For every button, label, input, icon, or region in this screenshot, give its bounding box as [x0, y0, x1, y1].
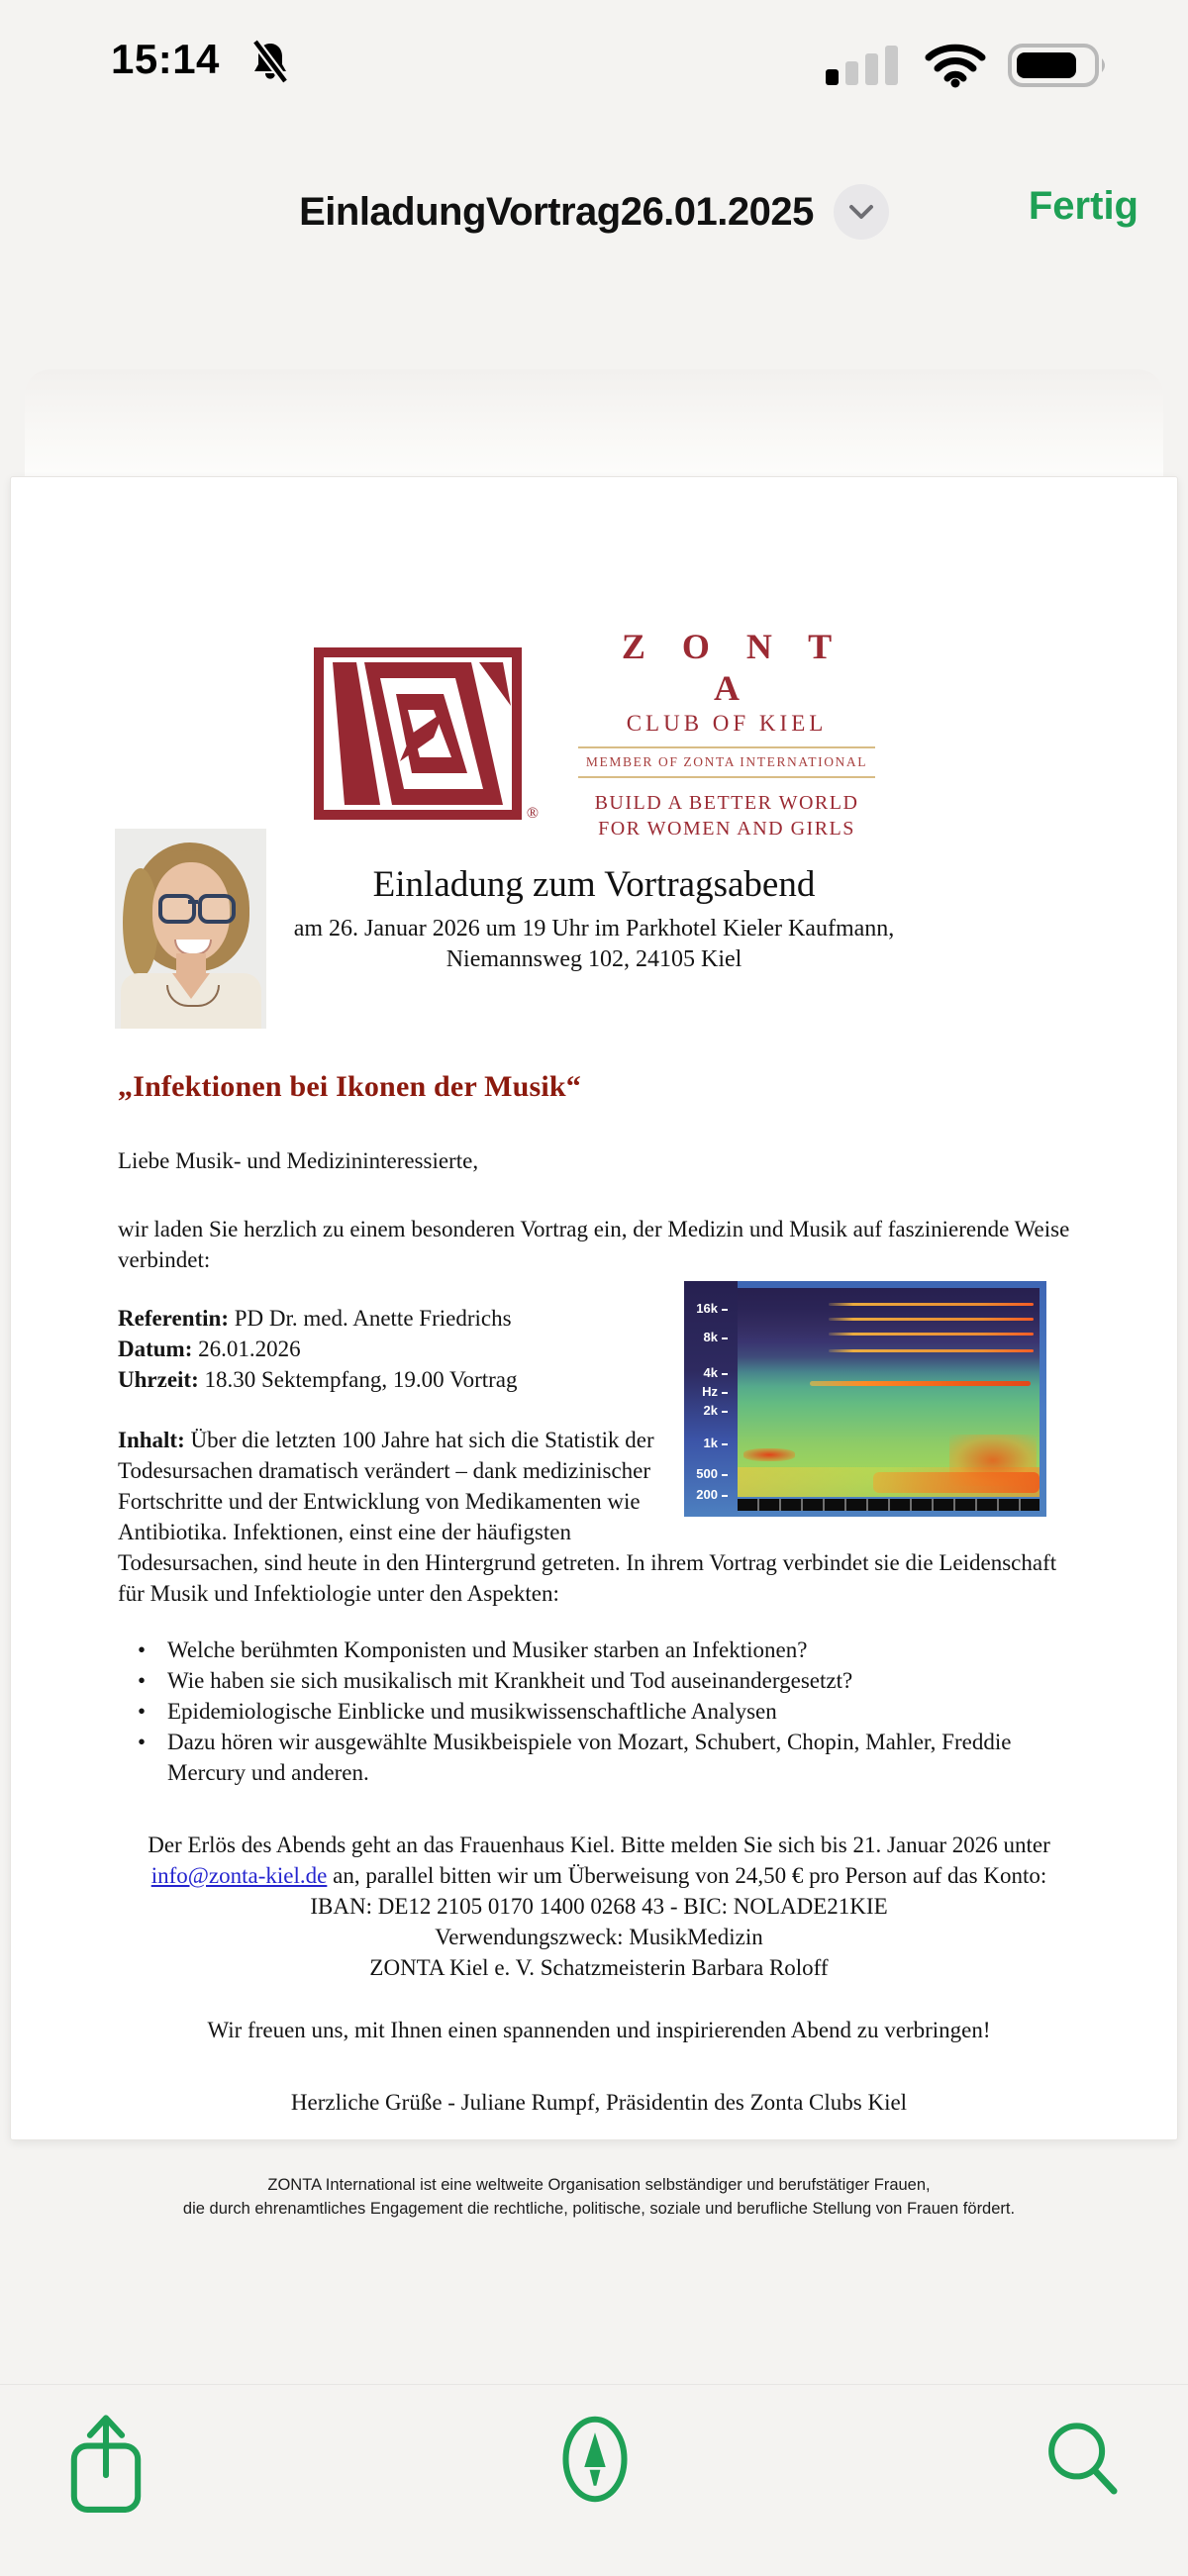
- footer-line-1: ZONTA International ist eine weltweite Organisation selbständiger und berufstätiger Frauen,: [267, 2176, 931, 2194]
- status-bar: [0, 28, 1188, 97]
- document-title: EinladungVortrag26.01.2025: [299, 189, 814, 234]
- list-item: • Epidemiologische Einblicke und musikwissenschaftliche Analysen: [151, 1696, 1080, 1727]
- email-link[interactable]: info@zonta-kiel.de: [150, 1863, 328, 1888]
- salutation: Liebe Musik- und Medizininteressierte,: [118, 1148, 479, 1173]
- footer-line-2: die durch ehrenamtliches Engagement die rechtliche, politische, soziale und berufliche Stellung von Frauen fördert.: [182, 2200, 1016, 2218]
- list-item: • Dazu hören wir ausgewählte Musikbeispiele von Mozart, Schubert, Chopin, Mahler, Freddie Mercury und anderen.: [151, 1727, 1080, 1788]
- logo-club-line: CLUB OF KIEL: [626, 711, 828, 736]
- freq-label: 8k: [684, 1322, 728, 1352]
- registration-text-post: an, parallel bitten wir um Überweisung von 24,50 € pro Person auf das Konto:: [327, 1863, 1047, 1888]
- logo-build-line2: FOR WOMEN AND GIRLS: [598, 818, 855, 840]
- intro-paragraph: wir laden Sie herzlich zu einem besonderen Vortrag ein, der Medizin und Musik auf faszinierende Weise verbindet:: [118, 1217, 1070, 1272]
- freq-label: 500: [684, 1458, 728, 1489]
- zonta-logo-mark-icon: [313, 646, 539, 822]
- invitation-title: Einladung zum Vortragsabend: [372, 864, 816, 905]
- logo-build-line1: BUILD A BETTER WORLD: [594, 792, 859, 814]
- bottom-toolbar: [0, 2384, 1188, 2576]
- freq-label: 2k: [684, 1395, 728, 1426]
- wifi-icon: [925, 43, 986, 93]
- referentin-label: Referentin:: [118, 1306, 229, 1331]
- topic-bullet-list: [151, 1635, 1080, 1788]
- spectrogram-plot: [738, 1288, 1040, 1497]
- spectrogram-time-axis: [738, 1499, 1040, 1511]
- clock: 15:14: [111, 36, 220, 82]
- zonta-logo-text: [578, 626, 875, 842]
- closing-line: Wir freuen uns, mit Ihnen einen spannenden und inspirierenden Abend zu verbringen!: [207, 2018, 991, 2042]
- freq-label: 4k: [684, 1357, 728, 1388]
- chevron-down-icon: [848, 203, 874, 221]
- datum-value: 26.01.2026: [198, 1337, 301, 1361]
- markup-icon: [552, 2409, 638, 2518]
- zonta-logo: [11, 626, 1177, 842]
- invitation-subtitle-2: Niemannsweg 102, 24105 Kiel: [446, 946, 742, 972]
- search-button[interactable]: [1040, 2409, 1125, 2523]
- uhrzeit-value: 18.30 Sektempfang, 19.00 Vortrag: [204, 1367, 518, 1392]
- inhalt-text: Über die letzten 100 Jahre hat sich die Statistik der Todesursachen dramatisch verändert – dank medizinischer Fortschritte und der Entwicklung von Medikamenten wie Antibiotika. Infektionen, einst eine der häufigsten Todesursachen, sind heute in den Hintergrund getreten. In ihrem Vortrag verbindet sie die Leidenschaft für Musik und Infektiologie unter den Aspekten:: [118, 1428, 1057, 1606]
- logo-member-line: MEMBER OF ZONTA INTERNATIONAL: [578, 746, 875, 778]
- done-button[interactable]: Fertig: [1028, 184, 1138, 228]
- konto-line: ZONTA Kiel e. V. Schatzmeisterin Barbara Roloff: [369, 1955, 829, 1980]
- referentin-value: PD Dr. med. Anette Friedrichs: [234, 1306, 512, 1331]
- list-item: • Wie haben sie sich musikalisch mit Krankheit und Tod auseinandergesetzt?: [151, 1665, 1080, 1696]
- footer-smallprint: [118, 2173, 1080, 2221]
- battery-icon: [1008, 42, 1111, 94]
- freq-label: Hz: [684, 1376, 728, 1407]
- bell-slash-icon: [249, 40, 291, 90]
- share-icon: [63, 2409, 148, 2518]
- share-button[interactable]: [63, 2409, 148, 2523]
- search-icon: [1040, 2409, 1125, 2518]
- lecture-topic-heading: „Infektionen bei Ikonen der Musik“: [118, 1070, 582, 1103]
- datum-label: Datum:: [118, 1337, 193, 1361]
- freq-label: 200: [684, 1479, 728, 1510]
- signature-line: Herzliche Grüße - Juliane Rumpf, Präsidentin des Zonta Clubs Kiel: [290, 2090, 908, 2115]
- inhalt-label: Inhalt:: [118, 1428, 185, 1452]
- cellular-signal-icon: [826, 44, 903, 92]
- previous-page-edge: [25, 369, 1163, 486]
- registered-mark: ®: [526, 805, 539, 822]
- zweck-line: Verwendungszweck: MusikMedizin: [435, 1925, 763, 1949]
- spectrogram-axis-gutter: [684, 1281, 738, 1517]
- document-page[interactable]: [10, 476, 1178, 2218]
- invitation-subtitle-1: am 26. Januar 2026 um 19 Uhr im Parkhotel Kieler Kaufmann,: [293, 916, 895, 941]
- registration-text-pre: Der Erlös des Abends geht an das Frauenhaus Kiel. Bitte melden Sie sich bis 21. Januar 2026 unter: [148, 1833, 1050, 1857]
- registration-paragraph: [118, 1830, 1080, 1983]
- uhrzeit-label: Uhrzeit:: [118, 1367, 199, 1392]
- spectrogram-image: [684, 1281, 1046, 1517]
- iban-line: IBAN: DE12 2105 0170 1400 0268 43 - BIC: NOLADE21KIE: [310, 1894, 888, 1919]
- markup-button[interactable]: [552, 2409, 638, 2523]
- list-item: • Welche berühmten Komponisten und Musiker starben an Infektionen?: [151, 1635, 1080, 1665]
- status-indicators: [826, 42, 1111, 94]
- freq-label: 16k: [684, 1293, 728, 1324]
- freq-label: 1k: [684, 1428, 728, 1458]
- logo-wordmark: Z O N T A: [621, 627, 846, 708]
- title-bar: [0, 176, 1188, 248]
- title-menu-button[interactable]: [834, 184, 889, 240]
